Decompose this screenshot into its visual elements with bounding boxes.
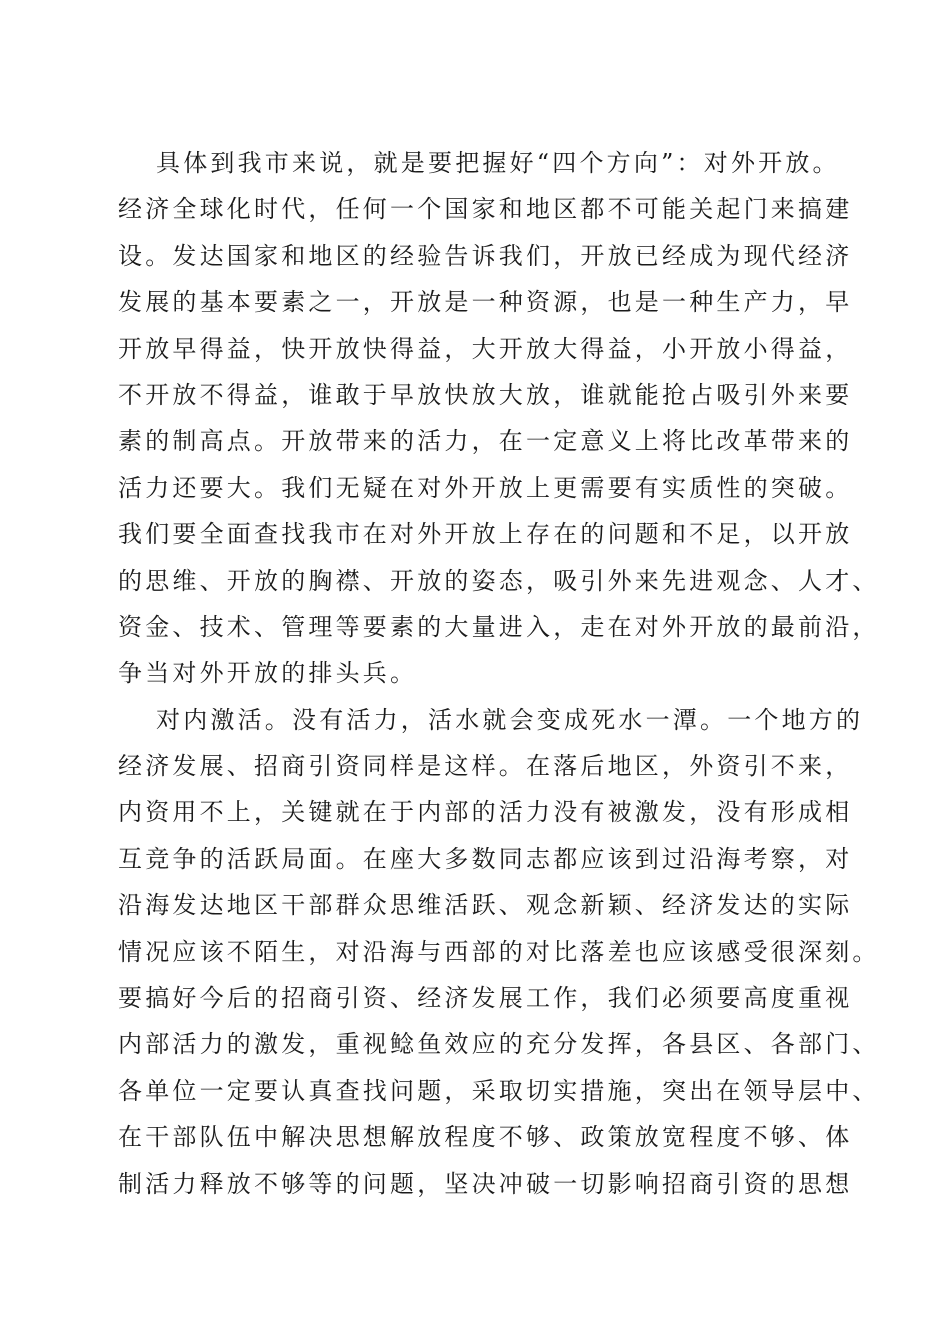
paragraph-2-line-2: 经济发展、招商引资同样是这样。在落后地区，外资引不来， — [118, 752, 853, 781]
paragraph-1-line-5: 开放早得益，快开放快得益，大开放大得益，小开放小得益， — [118, 334, 853, 363]
paragraph-1-line-2: 经济全球化时代，任何一个国家和地区都不可能关起门来搞建 — [118, 195, 853, 224]
paragraph-2-line-1: 对内激活。没有活力，活水就会变成死水一潭。一个地方的 — [156, 705, 864, 734]
paragraph-1-line-8: 活力还要大。我们无疑在对外开放上更需要有实质性的突破。 — [118, 473, 853, 502]
paragraph-1-line-1: 具体到我市来说，就是要把握好“四个方向”：对外开放。 — [156, 149, 840, 177]
paragraph-1-line-9: 我们要全面查找我市在对外开放上存在的问题和不足，以开放 — [118, 520, 853, 549]
paragraph-1-line-11: 资金、技术、管理等要素的大量进入，走在对外开放的最前沿， — [118, 612, 880, 641]
paragraph-1-line-4: 发展的基本要素之一，开放是一种资源，也是一种生产力，早 — [118, 288, 853, 317]
paragraph-2-line-6: 情况应该不陌生，对沿海与西部的对比落差也应该感受很深刻。 — [118, 937, 880, 966]
paragraph-2-line-7: 要搞好今后的招商引资、经济发展工作，我们必须要高度重视 — [118, 984, 853, 1013]
paragraph-1-line-6: 不开放不得益，谁敢于早放快放大放，谁就能抢占吸引外来要 — [118, 380, 853, 409]
paragraph-2-line-5: 沿海发达地区干部群众思维活跃、观念新颖、经济发达的实际 — [118, 891, 853, 920]
body-text — [118, 140, 880, 1207]
paragraph-1-line-10: 的思维、开放的胸襟、开放的姿态，吸引外来先进观念、人才、 — [118, 566, 880, 595]
paragraph-2-line-8: 内部活力的激发，重视鲶鱼效应的充分发挥，各县区、各部门、 — [118, 1030, 880, 1059]
paragraph-2-line-11: 制活力释放不够等的问题，坚决冲破一切影响招商引资的思想 — [118, 1169, 853, 1198]
paragraph-1-line-7: 素的制高点。开放带来的活力，在一定意义上将比改革带来的 — [118, 427, 853, 456]
paragraph-2-line-4: 互竞争的活跃局面。在座大多数同志都应该到过沿海考察，对 — [118, 844, 853, 873]
paragraph-2-line-3: 内资用不上，关键就在于内部的活力没有被激发，没有形成相 — [118, 798, 853, 827]
paragraph-1-line-3: 设。发达国家和地区的经验告诉我们，开放已经成为现代经济 — [118, 241, 853, 270]
paragraph-2-line-9: 各单位一定要认真查找问题，采取切实措施，突出在领导层中、 — [118, 1076, 880, 1105]
paragraph-2-line-10: 在干部队伍中解决思想解放程度不够、政策放宽程度不够、体 — [118, 1123, 853, 1152]
paragraph-1-line-12: 争当对外开放的排头兵。 — [118, 659, 418, 688]
